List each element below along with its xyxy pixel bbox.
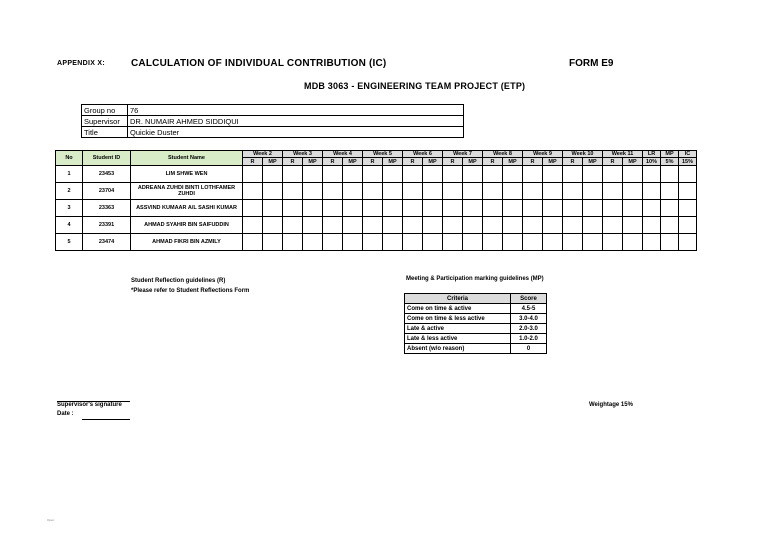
row-no: 1	[56, 166, 83, 183]
score-cell[interactable]	[343, 166, 363, 183]
score-cell[interactable]	[679, 200, 697, 217]
row-student-name: ASSVIND KUMAAR A/L SASHI KUMAR	[131, 200, 243, 217]
col-no-header: No	[56, 151, 83, 166]
score-cell[interactable]	[463, 166, 483, 183]
score-cell[interactable]	[661, 183, 679, 200]
score-cell[interactable]	[383, 200, 403, 217]
score-cell[interactable]	[583, 166, 603, 183]
score-cell[interactable]	[423, 234, 443, 251]
score-cell[interactable]	[323, 183, 343, 200]
score-cell[interactable]	[679, 234, 697, 251]
score-cell[interactable]	[679, 166, 697, 183]
lr-header: LR	[643, 151, 661, 158]
score-cell[interactable]	[503, 200, 523, 217]
sub-mp-header: MP	[303, 158, 323, 166]
score-cell[interactable]	[243, 217, 263, 234]
score-cell[interactable]	[423, 200, 443, 217]
group-label: Group no	[82, 105, 128, 116]
score-cell[interactable]	[543, 166, 563, 183]
score-cell[interactable]	[603, 234, 623, 251]
score-cell[interactable]	[661, 217, 679, 234]
sub-r-header: R	[483, 158, 503, 166]
score-cell[interactable]	[463, 217, 483, 234]
score-cell[interactable]	[363, 234, 383, 251]
score-cell[interactable]	[563, 217, 583, 234]
score-cell[interactable]	[443, 200, 463, 217]
score-cell[interactable]	[263, 166, 283, 183]
ic-header: IC	[679, 151, 697, 158]
sub-r-header: R	[563, 158, 583, 166]
row-no: 2	[56, 183, 83, 200]
form-code: FORM E9	[569, 58, 614, 69]
score-cell[interactable]	[483, 234, 503, 251]
criteria-row	[405, 314, 547, 324]
week-header: Week 8	[483, 151, 523, 158]
appendix-label: APPENDIX X:	[57, 60, 106, 67]
lr-pct-header: 10%	[643, 158, 661, 166]
score-cell[interactable]	[483, 183, 503, 200]
score-cell[interactable]	[483, 200, 503, 217]
score-cell[interactable]	[283, 183, 303, 200]
signature-block	[57, 401, 122, 419]
score-cell[interactable]	[463, 200, 483, 217]
score-cell[interactable]	[263, 234, 283, 251]
criteria-score: 1.0-2.0	[511, 334, 547, 344]
score-cell[interactable]	[623, 166, 643, 183]
score-cell[interactable]	[583, 234, 603, 251]
score-cell[interactable]	[523, 183, 543, 200]
score-cell[interactable]	[603, 200, 623, 217]
score-cell[interactable]	[523, 200, 543, 217]
score-cell[interactable]	[283, 200, 303, 217]
row-student-id: 23474	[83, 234, 131, 251]
score-cell[interactable]	[383, 217, 403, 234]
page-title: CALCULATION OF INDIVIDUAL CONTRIBUTION (IC)	[131, 58, 387, 69]
score-cell[interactable]	[503, 166, 523, 183]
mp-guidelines-title: Meeting & Participation marking guidelines (MP)	[406, 276, 544, 282]
score-cell[interactable]	[403, 166, 423, 183]
score-cell[interactable]	[303, 200, 323, 217]
sub-mp-header: MP	[583, 158, 603, 166]
week-header: Week 10	[563, 151, 603, 158]
score-cell[interactable]	[343, 234, 363, 251]
footer-mark: Open	[47, 518, 55, 522]
score-cell[interactable]	[243, 234, 263, 251]
score-cell[interactable]	[583, 183, 603, 200]
course-title: MDB 3063 - ENGINEERING TEAM PROJECT (ETP)	[304, 81, 526, 91]
week-header: Week 9	[523, 151, 563, 158]
score-cell[interactable]	[643, 234, 661, 251]
week-header: Week 7	[443, 151, 483, 158]
mp-total-pct-header: 5%	[661, 158, 679, 166]
score-cell[interactable]	[623, 234, 643, 251]
criteria-text: Absent (w/o reason)	[405, 344, 511, 354]
row-student-name: AHMAD SYAHIR BIN SAIFUDDIN	[131, 217, 243, 234]
score-cell[interactable]	[283, 234, 303, 251]
score-cell[interactable]	[243, 200, 263, 217]
score-cell[interactable]	[343, 217, 363, 234]
row-student-id: 23363	[83, 200, 131, 217]
week-header: Week 5	[363, 151, 403, 158]
criteria-header: Criteria	[405, 294, 511, 304]
sub-r-header: R	[283, 158, 303, 166]
criteria-text: Come on time & active	[405, 304, 511, 314]
score-cell[interactable]	[643, 217, 661, 234]
score-cell[interactable]	[603, 166, 623, 183]
score-cell[interactable]	[363, 217, 383, 234]
week-header: Week 11	[603, 151, 643, 158]
score-cell[interactable]	[303, 166, 323, 183]
sub-mp-header: MP	[503, 158, 523, 166]
group-value[interactable]: 76	[128, 105, 464, 116]
sub-mp-header: MP	[343, 158, 363, 166]
score-cell[interactable]	[263, 217, 283, 234]
score-cell[interactable]	[303, 217, 323, 234]
score-cell[interactable]	[283, 217, 303, 234]
table-row	[56, 217, 697, 234]
week-header: Week 6	[403, 151, 443, 158]
date-line[interactable]	[82, 419, 130, 420]
score-cell[interactable]	[403, 200, 423, 217]
week-header: Week 4	[323, 151, 363, 158]
reflection-note: *Please refer to Student Reflections Form	[131, 288, 250, 294]
score-cell[interactable]	[503, 234, 523, 251]
sub-mp-header: MP	[383, 158, 403, 166]
score-cell[interactable]	[563, 200, 583, 217]
weightage-label: Weightage 15%	[589, 402, 633, 408]
criteria-row	[405, 324, 547, 334]
criteria-row	[405, 334, 547, 344]
supervisor-value[interactable]: DR. NUMAIR AHMED SIDDIQUI	[128, 116, 464, 127]
criteria-score: 3.0-4.0	[511, 314, 547, 324]
score-cell[interactable]	[623, 183, 643, 200]
score-cell[interactable]	[661, 200, 679, 217]
score-cell[interactable]	[403, 234, 423, 251]
row-student-name: ADREANA ZUHDI BINTI LOTHFAMER ZUHDI	[131, 183, 243, 200]
criteria-score: 2.0-3.0	[511, 324, 547, 334]
score-cell[interactable]	[679, 217, 697, 234]
score-cell[interactable]	[523, 234, 543, 251]
date-label: Date :	[57, 411, 74, 417]
score-header: Score	[511, 294, 547, 304]
score-cell[interactable]	[661, 166, 679, 183]
mp-total-header: MP	[661, 151, 679, 158]
sub-mp-header: MP	[423, 158, 443, 166]
score-cell[interactable]	[423, 217, 443, 234]
score-cell[interactable]	[443, 183, 463, 200]
score-cell[interactable]	[363, 166, 383, 183]
row-student-id: 23704	[83, 183, 131, 200]
week-header: Week 2	[243, 151, 283, 158]
score-cell[interactable]	[543, 200, 563, 217]
score-cell[interactable]	[423, 166, 443, 183]
score-cell[interactable]	[463, 183, 483, 200]
score-cell[interactable]	[263, 200, 283, 217]
row-student-name: AHMAD FIKRI BIN AZMILY	[131, 234, 243, 251]
score-cell[interactable]	[263, 183, 283, 200]
score-cell[interactable]	[563, 183, 583, 200]
table-row	[56, 200, 697, 217]
score-cell[interactable]	[643, 183, 661, 200]
sub-r-header: R	[523, 158, 543, 166]
score-cell[interactable]	[243, 183, 263, 200]
criteria-row	[405, 304, 547, 314]
score-cell[interactable]	[323, 200, 343, 217]
criteria-score: 4.5-5	[511, 304, 547, 314]
score-cell[interactable]	[603, 183, 623, 200]
score-cell[interactable]	[543, 234, 563, 251]
signature-label: Supervisor's signature	[57, 402, 122, 408]
col-student-name-header: Student Name	[131, 151, 243, 166]
sub-r-header: R	[443, 158, 463, 166]
score-cell[interactable]	[563, 234, 583, 251]
sub-r-header: R	[323, 158, 343, 166]
score-cell[interactable]	[303, 234, 323, 251]
sub-mp-header: MP	[543, 158, 563, 166]
row-no: 3	[56, 200, 83, 217]
score-cell[interactable]	[423, 183, 443, 200]
criteria-text: Late & less active	[405, 334, 511, 344]
sub-r-header: R	[243, 158, 263, 166]
score-cell[interactable]	[383, 234, 403, 251]
score-cell[interactable]	[679, 183, 697, 200]
criteria-text: Late & active	[405, 324, 511, 334]
score-cell[interactable]	[443, 217, 463, 234]
reflection-title: Student Reflection guidelines (R)	[131, 278, 226, 284]
score-cell[interactable]	[303, 183, 323, 200]
score-cell[interactable]	[523, 166, 543, 183]
week-header: Week 3	[283, 151, 323, 158]
score-cell[interactable]	[643, 166, 661, 183]
score-cell[interactable]	[583, 200, 603, 217]
row-student-name: LIM SHWE WEN	[131, 166, 243, 183]
score-cell[interactable]	[463, 234, 483, 251]
score-cell[interactable]	[643, 200, 661, 217]
criteria-score: 0	[511, 344, 547, 354]
score-cell[interactable]	[343, 200, 363, 217]
criteria-row	[405, 344, 547, 354]
score-cell[interactable]	[243, 166, 263, 183]
score-cell[interactable]	[363, 183, 383, 200]
title-value[interactable]: Quickie Duster	[128, 127, 464, 138]
table-row	[56, 166, 697, 183]
score-cell[interactable]	[283, 166, 303, 183]
score-cell[interactable]	[323, 217, 343, 234]
score-cell[interactable]	[661, 234, 679, 251]
mp-criteria-table	[404, 293, 547, 354]
score-cell[interactable]	[623, 200, 643, 217]
sub-mp-header: MP	[623, 158, 643, 166]
score-cell[interactable]	[323, 166, 343, 183]
sub-mp-header: MP	[263, 158, 283, 166]
score-cell[interactable]	[503, 183, 523, 200]
score-cell[interactable]	[503, 217, 523, 234]
score-cell[interactable]	[383, 183, 403, 200]
title-label: Title	[82, 127, 128, 138]
row-student-id: 23391	[83, 217, 131, 234]
score-cell[interactable]	[383, 166, 403, 183]
score-cell[interactable]	[563, 166, 583, 183]
score-cell[interactable]	[543, 217, 563, 234]
score-cell[interactable]	[443, 234, 463, 251]
table-row	[56, 234, 697, 251]
contribution-table	[55, 150, 697, 251]
score-cell[interactable]	[523, 217, 543, 234]
sub-mp-header: MP	[463, 158, 483, 166]
sub-r-header: R	[603, 158, 623, 166]
row-no: 4	[56, 217, 83, 234]
score-cell[interactable]	[623, 217, 643, 234]
ic-pct-header: 15%	[679, 158, 697, 166]
sub-r-header: R	[363, 158, 383, 166]
score-cell[interactable]	[363, 200, 383, 217]
score-cell[interactable]	[583, 217, 603, 234]
row-no: 5	[56, 234, 83, 251]
score-cell[interactable]	[403, 217, 423, 234]
score-cell[interactable]	[483, 217, 503, 234]
score-cell[interactable]	[603, 217, 623, 234]
score-cell[interactable]	[543, 183, 563, 200]
table-row	[56, 183, 697, 200]
criteria-text: Come on time & less active	[405, 314, 511, 324]
group-info-table	[81, 104, 464, 138]
row-student-id: 23453	[83, 166, 131, 183]
score-cell[interactable]	[443, 166, 463, 183]
score-cell[interactable]	[323, 234, 343, 251]
sub-r-header: R	[403, 158, 423, 166]
col-student-id-header: Student ID	[83, 151, 131, 166]
score-cell[interactable]	[483, 166, 503, 183]
score-cell[interactable]	[343, 183, 363, 200]
supervisor-label: Supervisor	[82, 116, 128, 127]
score-cell[interactable]	[403, 183, 423, 200]
reflection-guidelines	[131, 276, 249, 296]
